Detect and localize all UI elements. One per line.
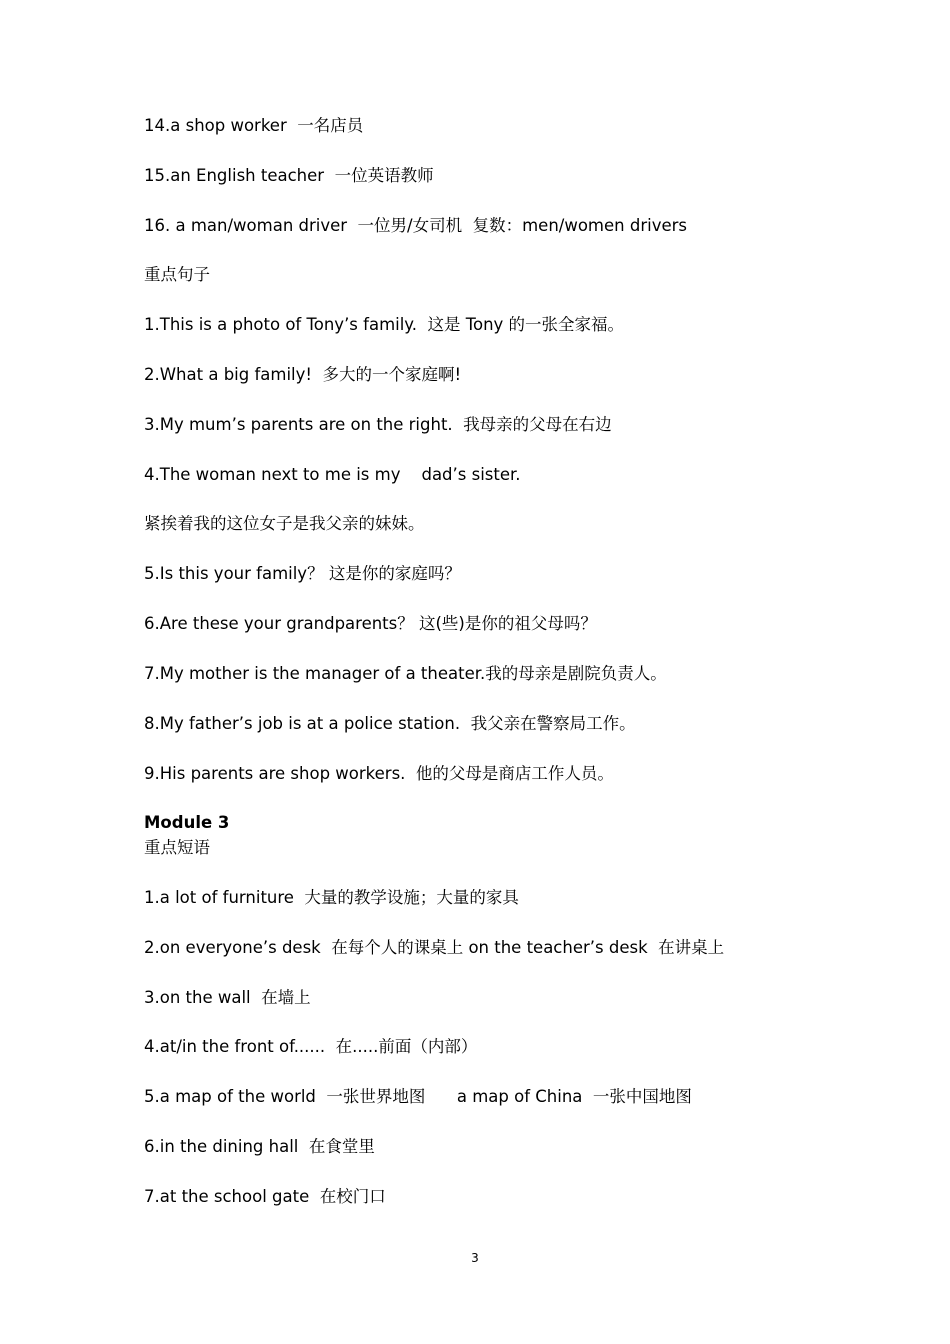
phrase-line-16: 16. a man/woman driver 一位男/女司机 复数：men/women drivers [144,216,687,235]
phrase-line-m3-1: 1.a lot of furniture 大量的教学设施；大量的家具 [144,888,519,907]
phrase-line-m3-2: 2.on everyone’s desk 在每个人的课桌上 on the teacher’s desk 在讲桌上 [144,938,725,957]
phrase-line-m3-4: 4.at/in the front of...... 在.....前面（内部） [144,1037,478,1056]
sentence-line-7: 7.My mother is the manager of a theater.我的母亲是剧院负责人。 [144,664,667,683]
section-heading-key-phrases: 重点短语 [144,838,210,857]
sentence-line-6: 6.Are these your grandparents？ 这(些)是你的祖父母吗？ [144,614,597,633]
module-heading: Module 3 [144,813,230,832]
sentence-line-9: 9.His parents are shop workers. 他的父母是商店工作人员。 [144,764,614,783]
sentence-line-5: 5.Is this your family？ 这是你的家庭吗？ [144,564,461,583]
sentence-line-4-translation: 紧挨着我的这位女子是我父亲的妹妹。 [144,514,425,533]
section-heading-key-sentences: 重点句子 [144,265,210,284]
phrase-line-15: 15.an English teacher 一位英语教师 [144,166,434,185]
sentence-line-3: 3.My mum’s parents are on the right. 我母亲的父母在右边 [144,415,612,434]
page-number: 3 [471,1251,479,1265]
sentence-line-4: 4.The woman next to me is my dad’s sister. [144,465,521,484]
sentence-line-1: 1.This is a photo of Tony’s family. 这是 Tony 的一张全家福。 [144,315,625,334]
phrase-line-m3-3: 3.on the wall 在墙上 [144,988,311,1007]
phrase-line-m3-7: 7.at the school gate 在校门口 [144,1187,386,1206]
phrase-line-m3-6: 6.in the dining hall 在食堂里 [144,1137,375,1156]
sentence-line-2: 2.What a big family! 多大的一个家庭啊! [144,365,462,384]
sentence-line-8: 8.My father’s job is at a police station. 我父亲在警察局工作。 [144,714,636,733]
phrase-line-14: 14.a shop worker 一名店员 [144,116,364,135]
phrase-line-m3-5: 5.a map of the world 一张世界地图 a map of China 一张中国地图 [144,1087,692,1106]
